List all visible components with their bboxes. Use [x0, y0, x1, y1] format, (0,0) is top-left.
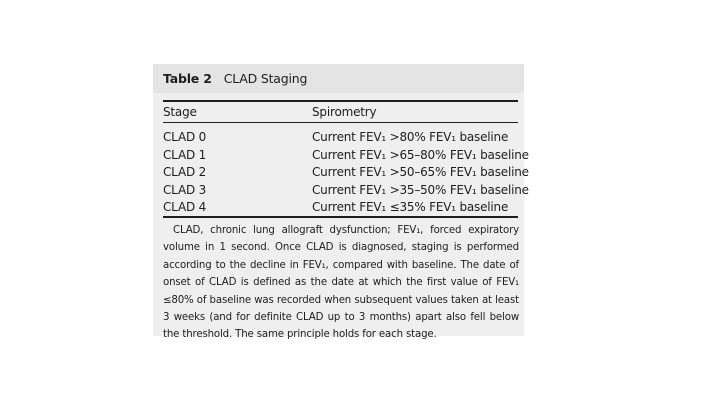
stage-cell: CLAD 0: [163, 130, 207, 144]
table-caption: CLAD Staging: [223, 71, 308, 86]
table-footnote: CLAD, chronic lung allograft dysfunction; FEV₁, forced expiratory volume in 1 second. Once CLAD is diagnosed, staging is performed according to the decline in FEV₁, compared with baseline. The date of onset of CLAD is defined as the date at which the first value of FEV₁ ≤80% of baseline was recorded when subsequent values taken at least 3 weeks (and for definite CLAD up to 3 months) apart also fell below the threshold. The same principle holds for each stage.: [163, 225, 519, 341]
stage-cell: CLAD 1: [163, 148, 207, 162]
table-title: [163, 71, 307, 86]
table-header-rule: [163, 122, 518, 123]
stage-cell: CLAD 3: [163, 183, 207, 197]
spirometry-cell: Current FEV₁ >65–80% FEV₁ baseline: [312, 148, 529, 162]
table-top-rule: [163, 100, 518, 102]
table-row: [153, 130, 524, 147]
column-header-spirometry: Spirometry: [312, 105, 377, 119]
spirometry-cell: Current FEV₁ ≤35% FEV₁ baseline: [312, 200, 509, 214]
table-label: Table 2: [163, 71, 212, 86]
stage-cell: CLAD 2: [163, 165, 207, 179]
spirometry-cell: Current FEV₁ >80% FEV₁ baseline: [312, 130, 509, 144]
table-row: [153, 165, 529, 182]
column-header-stage: Stage: [163, 105, 197, 119]
table-row: [153, 200, 524, 217]
table-row: [153, 148, 529, 165]
table-figure: [153, 64, 529, 341]
spirometry-cell: Current FEV₁ >35–50% FEV₁ baseline: [312, 183, 529, 197]
table-bottom-rule: [163, 216, 518, 218]
table-row: [153, 183, 529, 200]
stage-cell: CLAD 4: [163, 200, 207, 214]
spirometry-cell: Current FEV₁ >50–65% FEV₁ baseline: [312, 165, 529, 179]
